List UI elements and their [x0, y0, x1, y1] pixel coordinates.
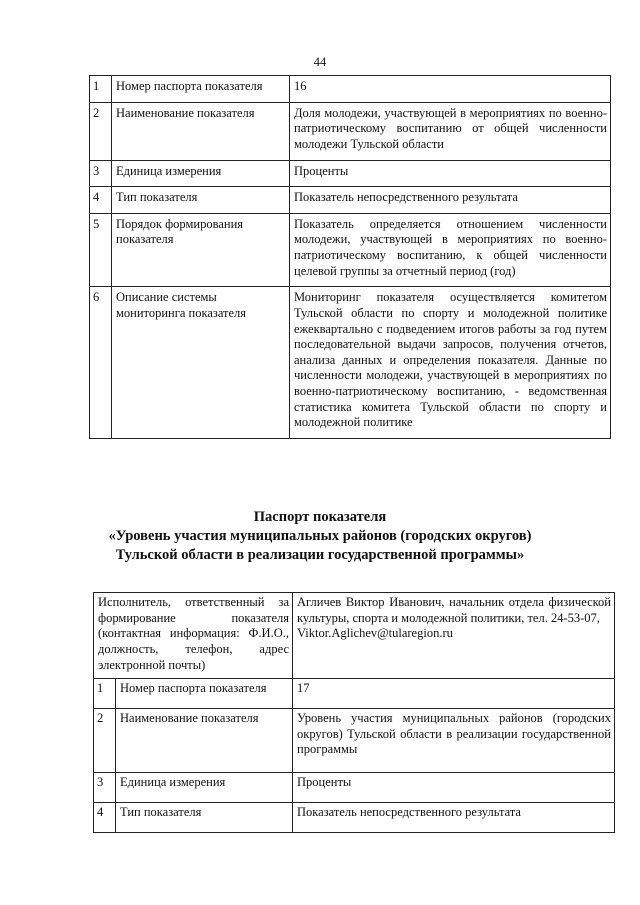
row-value: Показатель определяется отношением численности молодежи, участвующей в мероприятиях по военно-патриотическому воспитанию, к общей численности целевой группы за отчетный период (год): [290, 213, 611, 287]
section-title-line: Тульской области в реализации государственной программы»: [115, 546, 525, 563]
table-row: [90, 76, 611, 103]
table-row: [90, 213, 611, 287]
section-title-line: «Уровень участия муниципальных районов (городских округов): [108, 527, 532, 544]
row-value: Мониторинг показателя осуществляется комитетом Тульской области по спорту и молодежной политике ежеквартально с подведением итогов работы за год путем последовательной выдачи запросов, получения отчетов, анализа данных и определения показателя. Данные по численности молодежи, участвующей в мероприятиях по военно-патриотическому воспитанию, - ведомственная статистика комитета Тульской области по спорту и молодежной политике: [290, 287, 611, 439]
executor-contact: Агличев Виктор Иванович, начальник отдела физической культуры, спорта и молодежной политики, тел. 24-53-07,: [297, 595, 611, 625]
row-label: Тип показателя: [112, 187, 290, 214]
row-label: Номер паспорта показателя: [116, 679, 293, 709]
row-number: 5: [90, 213, 112, 287]
row-label: Тип показателя: [116, 803, 293, 833]
row-value: Проценты: [293, 773, 615, 803]
table-row: [90, 287, 611, 439]
row-number: 3: [90, 160, 112, 187]
row-label: Единица измерения: [116, 773, 293, 803]
executor-value: [293, 593, 615, 679]
row-number: 6: [90, 287, 112, 439]
row-value: 16: [290, 76, 611, 103]
table-row: [94, 709, 615, 773]
section-title: [0, 508, 640, 565]
indicator-passport-table-16: [89, 75, 611, 439]
executor-label: Исполнитель, ответственный за формирование показателя (контактная информация: Ф.И.О., должность, телефон, адрес электронной почты): [94, 593, 293, 679]
table-row: [90, 187, 611, 214]
row-number: 3: [94, 773, 116, 803]
row-value: Проценты: [290, 160, 611, 187]
row-label: Номер паспорта показателя: [112, 76, 290, 103]
row-number: 2: [94, 709, 116, 773]
row-label: Наименование показателя: [112, 102, 290, 160]
row-value: Показатель непосредственного результата: [293, 803, 615, 833]
table-row: [94, 773, 615, 803]
row-value: Доля молодежи, участвующей в мероприятиях по военно-патриотическому воспитанию от общей численности молодежи Тульской области: [290, 102, 611, 160]
row-number: 1: [90, 76, 112, 103]
table-row: [94, 803, 615, 833]
row-value: Показатель непосредственного результата: [290, 187, 611, 214]
executor-email: Viktor.Aglichev@tularegion.ru: [297, 626, 453, 641]
row-label: Порядок формирования показателя: [112, 213, 290, 287]
section-title-line: Паспорт показателя: [253, 509, 387, 525]
row-label: Наименование показателя: [116, 709, 293, 773]
table-row: [90, 160, 611, 187]
page-number: 44: [313, 55, 327, 69]
row-value: 17: [293, 679, 615, 709]
row-number: 2: [90, 102, 112, 160]
indicator-passport-table-17: [93, 592, 615, 833]
row-value: Уровень участия муниципальных районов (городских округов) Тульской области в реализации государственной программы: [293, 709, 615, 773]
table-row: [90, 102, 611, 160]
table-row-executor: [94, 593, 615, 679]
row-label: Описание системы мониторинга показателя: [112, 287, 290, 439]
row-number: 4: [94, 803, 116, 833]
table-row: [94, 679, 615, 709]
row-label: Единица измерения: [112, 160, 290, 187]
row-number: 4: [90, 187, 112, 214]
row-number: 1: [94, 679, 116, 709]
